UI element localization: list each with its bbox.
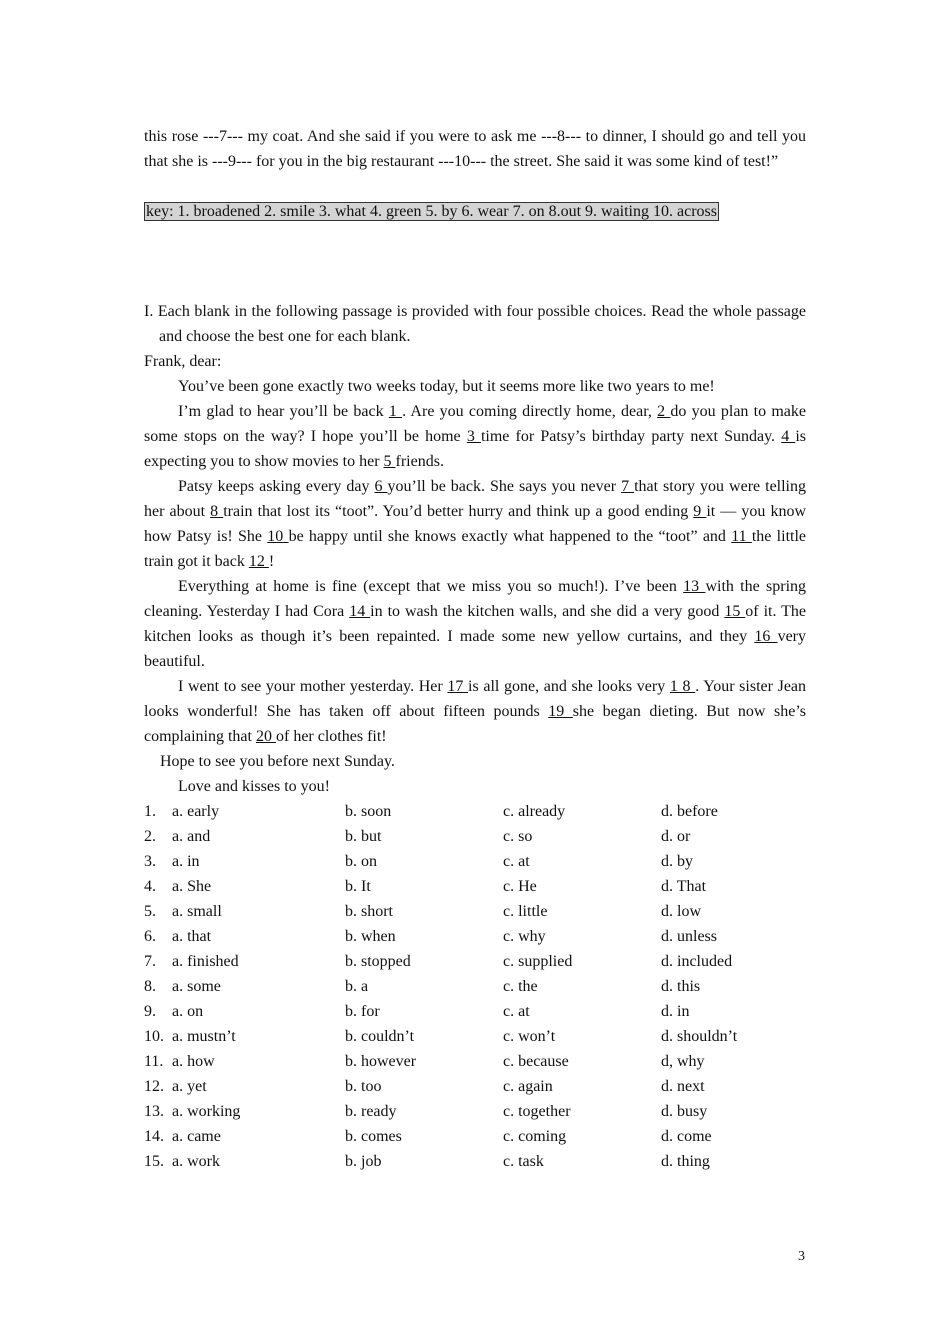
blank-18: 1 8 — [669, 678, 696, 695]
option-a: a. mustn’t — [172, 1028, 236, 1045]
option-row — [144, 1099, 806, 1124]
option-a: a. came — [172, 1128, 221, 1145]
option-c: c. together — [503, 1103, 571, 1120]
option-d: d. next — [661, 1078, 705, 1095]
spacer — [144, 174, 806, 199]
option-d: d. included — [661, 953, 733, 970]
letter-paragraph-1: You’ve been gone exactly two weeks today, but it seems more like two years to me! — [178, 378, 715, 395]
option-c: c. because — [503, 1053, 569, 1070]
option-d: d. shouldn’t — [661, 1028, 738, 1045]
option-a: a. early — [172, 803, 220, 820]
blank-11: 11 — [731, 528, 752, 545]
blank-20: 20 — [255, 728, 276, 745]
section-instructions: I. Each blank in the following passage is provided with four possible choices. Read the whole passage and choose the best one for each blank. — [144, 303, 806, 345]
option-c: c. at — [503, 1003, 530, 1020]
letter-closing-line: Hope to see you before next Sunday. — [160, 753, 395, 770]
question-number: 9. — [144, 1003, 156, 1020]
option-a: a. She — [172, 878, 212, 895]
question-number: 7. — [144, 953, 156, 970]
blank-12: 12 — [248, 553, 269, 570]
option-row — [144, 1149, 806, 1174]
question-number: 12. — [144, 1078, 164, 1095]
letter-paragraph-3: Patsy keeps asking every day 6 you’ll be back. She says you never 7 that story you were telling her about 8 train that lost its “toot”. You’d better hurry and think up a good ending 9 it — you know how Patsy is! She 10 be happy until she knows exactly what happened to the “toot” and 11 the little train got it back 12 ! — [144, 478, 807, 570]
option-row — [144, 1124, 806, 1149]
option-row — [144, 974, 806, 999]
option-d: d. by — [661, 853, 693, 870]
question-number: 14. — [144, 1128, 164, 1145]
option-b: b. on — [345, 853, 377, 870]
option-b: b. when — [345, 928, 396, 945]
blank-14: 14 — [349, 603, 371, 620]
question-number: 5. — [144, 903, 156, 920]
blank-19: 19 — [548, 703, 573, 720]
option-b: b. ready — [345, 1103, 397, 1120]
option-c: c. why — [503, 928, 546, 945]
page-number: 3 — [798, 1249, 805, 1264]
option-a: a. finished — [172, 953, 239, 970]
question-number: 2. — [144, 828, 156, 845]
option-b: b. It — [345, 878, 371, 895]
page-content — [144, 124, 806, 1174]
option-c: c. won’t — [503, 1028, 556, 1045]
blank-4: 4 — [781, 428, 796, 445]
question-number: 8. — [144, 978, 156, 995]
option-row — [144, 799, 806, 824]
option-row — [144, 949, 806, 974]
option-b: b. couldn’t — [345, 1028, 415, 1045]
question-number: 4. — [144, 878, 156, 895]
option-c: c. the — [503, 978, 538, 995]
question-number: 1. — [144, 803, 156, 820]
option-row — [144, 1024, 806, 1049]
blank-13: 13 — [683, 578, 706, 595]
blank-17: 17 — [447, 678, 469, 695]
question-number: 6. — [144, 928, 156, 945]
blank-10: 10 — [267, 528, 289, 545]
option-row — [144, 1049, 806, 1074]
question-number: 13. — [144, 1103, 164, 1120]
option-c: c. supplied — [503, 953, 573, 970]
option-d: d. low — [661, 903, 701, 920]
option-b: b. too — [345, 1078, 382, 1095]
letter-paragraph-2: I’m glad to hear you’ll be back 1 . Are you coming directly home, dear, 2 do you plan to make some stops on the way? I hope you’ll be home 3 time for Patsy’s birthday party next Sunday. 4 is expecting you to show movies to her 5 friends. — [144, 403, 807, 470]
option-c: c. at — [503, 853, 530, 870]
spacer — [144, 224, 806, 299]
blank-2: 2 — [657, 403, 671, 420]
letter-paragraph-5: I went to see your mother yesterday. Her 17 is all gone, and she looks very 1 8 . Your sister Jean looks wonderful! She has taken off about fifteen pounds 19 she began dieting. But now she’s complaining that 20 of her clothes fit! — [144, 678, 807, 745]
blank-9: 9 — [693, 503, 707, 520]
option-d: d. come — [661, 1128, 712, 1145]
option-b: b. short — [345, 903, 393, 920]
option-b: b. but — [345, 828, 382, 845]
option-row — [144, 849, 806, 874]
answer-key-box: key: 1. broadened 2. smile 3. what 4. green 5. by 6. wear 7. on 8.out 9. waiting 10. across — [146, 203, 717, 220]
option-c: c. task — [503, 1153, 544, 1170]
question-number: 3. — [144, 853, 156, 870]
letter-salutation: Frank, dear: — [144, 353, 222, 370]
option-b: b. job — [345, 1153, 382, 1170]
option-b: b. a — [345, 978, 369, 995]
option-row — [144, 899, 806, 924]
option-a: a. in — [172, 853, 200, 870]
option-row — [144, 824, 806, 849]
option-a: a. and — [172, 828, 211, 845]
blank-8: 8 — [210, 503, 224, 520]
blank-16: 16 — [754, 628, 778, 645]
option-c: c. so — [503, 828, 533, 845]
option-row — [144, 924, 806, 949]
question-number: 15. — [144, 1153, 164, 1170]
blank-5: 5 — [383, 453, 396, 470]
option-c: c. He — [503, 878, 537, 895]
option-b: b. soon — [345, 803, 392, 820]
blank-7: 7 — [621, 478, 635, 495]
option-b: b. for — [345, 1003, 380, 1020]
option-b: b. stopped — [345, 953, 411, 970]
option-d: d. That — [661, 878, 707, 895]
option-a: a. how — [172, 1053, 215, 1070]
option-a: a. that — [172, 928, 212, 945]
option-row — [144, 1074, 806, 1099]
option-row — [144, 999, 806, 1024]
option-c: c. already — [503, 803, 566, 820]
answer-key — [144, 199, 806, 224]
option-d: d. unless — [661, 928, 717, 945]
question-number: 10. — [144, 1028, 164, 1045]
option-d: d. or — [661, 828, 691, 845]
options-list — [144, 799, 806, 1174]
letter-paragraph-4: Everything at home is fine (except that we miss you so much!). I’ve been 13 with the spring cleaning. Yesterday I had Cora 14 in to wash the kitchen walls, and she did a very good 15 of it. The kitchen looks as though it’s been repainted. I made some new yellow curtains, and they 16 very beautiful. — [144, 578, 807, 670]
option-row — [144, 874, 806, 899]
option-a: a. on — [172, 1003, 204, 1020]
option-d: d. thing — [661, 1153, 710, 1170]
option-b: b. however — [345, 1053, 417, 1070]
option-d: d. this — [661, 978, 701, 995]
option-a: a. some — [172, 978, 221, 995]
blank-15: 15 — [724, 603, 746, 620]
option-c: c. again — [503, 1078, 553, 1095]
continued-paragraph: this rose ---7--- my coat. And she said if you were to ask me ---8--- to dinner, I should go and tell you that she is ---9--- for you in the big restaurant ---10--- the street. She said it was some kind of test!” — [144, 128, 806, 170]
option-d: d. busy — [661, 1103, 708, 1120]
blank-3: 3 — [466, 428, 481, 445]
question-number: 11. — [144, 1053, 164, 1070]
option-c: c. little — [503, 903, 548, 920]
option-a: a. yet — [172, 1078, 207, 1095]
option-a: a. work — [172, 1153, 220, 1170]
letter-signoff: Love and kisses to you! — [178, 778, 330, 795]
option-c: c. coming — [503, 1128, 567, 1145]
option-d: d. in — [661, 1003, 690, 1020]
option-d: d. before — [661, 803, 718, 820]
option-b: b. comes — [345, 1128, 402, 1145]
option-a: a. small — [172, 903, 222, 920]
option-a: a. working — [172, 1103, 241, 1120]
option-d: d, why — [661, 1053, 705, 1070]
blank-6: 6 — [374, 478, 388, 495]
blank-1: 1 — [388, 403, 403, 420]
